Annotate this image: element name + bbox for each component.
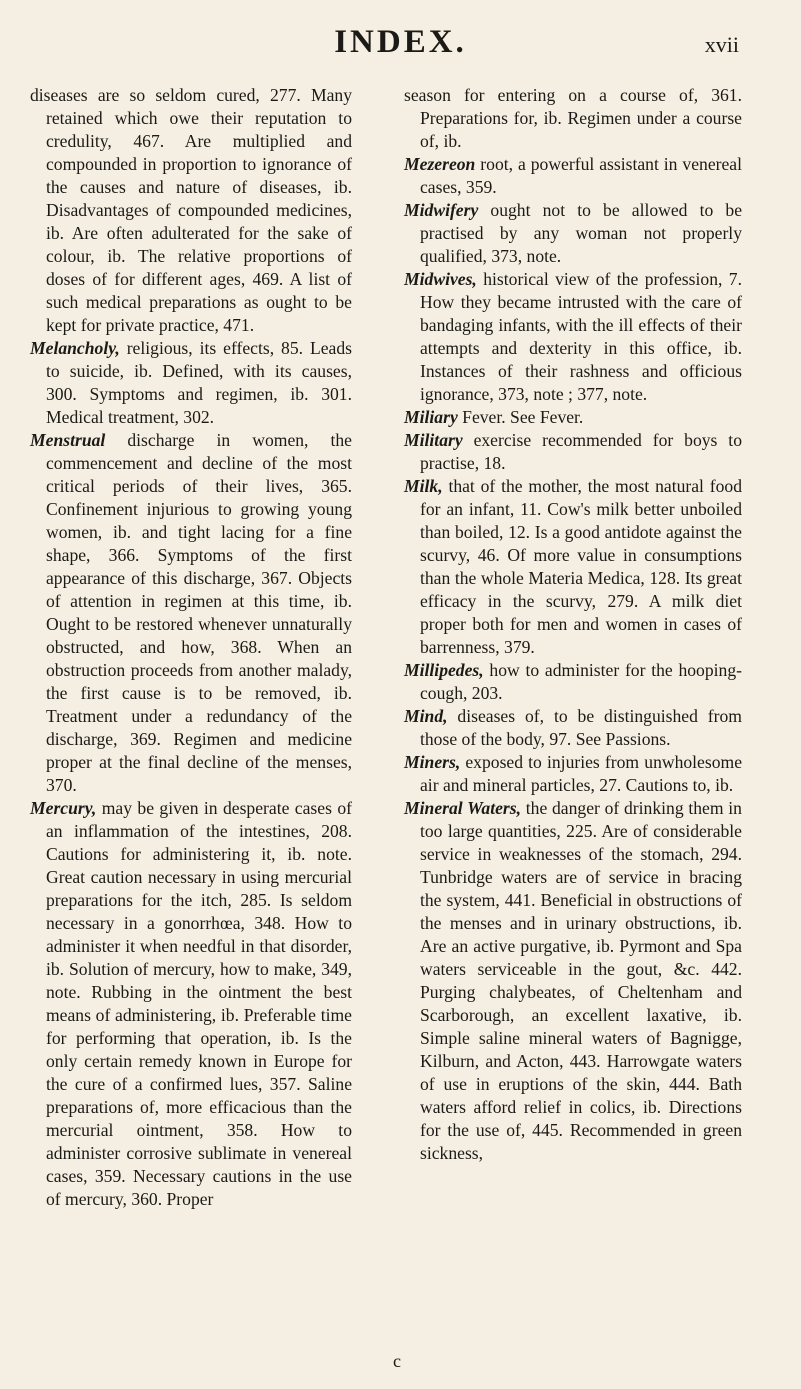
index-entry: Midwives, historical view of the profession, 7. How they became intrusted with the care of bandaging infants, with the ill effects of their attempts and dexterity in this office, ib. Instances of their rashness and officious ignorance, 373, note ; 377, note.: [404, 269, 742, 404]
index-entry: Mercury, may be given in desperate cases of an inflammation of the intestines, 208. Cautions for administering it, ib. note. Great caution necessary in using mercurial preparations for the itch, 285. Is seldom necessary in a gonorrhœa, 348. How to administer it when needful in that disorder, ib. Solution of mercury, how to make, 349, note. Rubbing in the ointment the best means of administering, ib. Preferable time for performing that operation, ib. Is the only certain remedy known in Europe for the cure of a confirmed lues, 357. Saline preparations of, more efficacious than the mercurial ointment, 358. How to administer corrosive sublimate in venereal cases, 359. Necessary cautions in the use of mercury, 360. Proper: [30, 798, 352, 1209]
entry-term: Mezereon: [404, 154, 476, 174]
index-entry: Mind, diseases of, to be distinguished from those of the body, 97. See Passions.: [404, 706, 742, 749]
entry-term: Mercury,: [30, 798, 97, 818]
entry-term: Menstrual: [30, 430, 106, 450]
index-entry: Mezereon root, a powerful assistant in venereal cases, 359.: [404, 154, 742, 197]
entry-term: Midwifery: [404, 200, 479, 220]
entry-term: Military: [404, 430, 463, 450]
index-entry: Menstrual discharge in women, the commencement and decline of the most critical periods of their lives, 365. Confinement injurious to growing young women, ib. and tight lacing for a fine shape, 366. Symptoms of the first appearance of this discharge, 367. Objects of attention in regimen at this time, ib. Ought to be restored whenever unnaturally obstructed, and how, 368. When an obstruction proceeds from another malady, the first cause is to be removed, ib. Treatment under a redundancy of the discharge, 369. Regimen and medicine proper at the final decline of the menses, 370.: [30, 430, 352, 795]
entry-term: Midwives,: [404, 269, 477, 289]
entry-term: Miliary: [404, 407, 458, 427]
entry-term: Millipedes,: [404, 660, 484, 680]
index-entry: diseases are so seldom cured, 277. Many retained which owe their reputation to credulity, 467. Are multiplied and compounded in proportion to ignorance of the causes and nature of diseases, ib. Disadvantages of compounded medicines, ib. Are often adulterated for the sake of colour, ib. The relative proportions of doses of for different ages, 469. A list of such medical preparations as ought to be kept for private practice, 471.: [30, 85, 352, 335]
entry-term: Milk,: [404, 476, 443, 496]
running-head: INDEX.: [334, 24, 467, 60]
entry-term: Mineral Waters,: [404, 798, 522, 818]
entry-term: Melancholy,: [30, 338, 120, 358]
page-header: [0, 22, 801, 72]
index-entry: Midwifery ought not to be allowed to be practised by any woman not properly qualified, 373, note.: [404, 200, 742, 266]
index-entry: Millipedes, how to administer for the hooping-cough, 203.: [404, 660, 742, 703]
left-column: [30, 84, 352, 1211]
index-entry: Mineral Waters, the danger of drinking them in too large quantities, 225. Are of considerable service in weaknesses of the stomach, 294. Tunbridge waters are of service in bracing the system, 441. Beneficial in obstructions of the menses and in urinary obstructions, ib. Are an active purgative, ib. Pyrmont and Spa waters serviceable in the gout, &c. 442. Purging chalybeates, of Cheltenham and Scarborough, an excellent laxative, ib. Simple saline mineral waters of Bagnigge, Kilburn, and Acton, 443. Harrowgate waters of use in eruptions of the skin, 444. Bath waters afford relief in colics, ib. Directions for the use of, 445. Recommended in green sickness,: [404, 798, 742, 1163]
index-entry: Miners, exposed to injuries from unwholesome air and mineral particles, 27. Cautions to, ib.: [404, 752, 742, 795]
index-entry: Military exercise recommended for boys to practise, 18.: [404, 430, 742, 473]
signature-mark: c: [393, 1351, 401, 1371]
index-entry: Melancholy, religious, its effects, 85. Leads to suicide, ib. Defined, with its causes, 300. Symptoms and regimen, ib. 301. Medical treatment, 302.: [30, 338, 352, 427]
index-entry: season for entering on a course of, 361. Preparations for, ib. Regimen under a course of, ib.: [404, 85, 742, 151]
page-number: xvii: [704, 32, 739, 57]
index-entry: Milk, that of the mother, the most natural food for an infant, 11. Cow's milk better unboiled than boiled, 12. Is a good antidote against the scurvy, 46. Of more value in consumptions than the whole Materia Medica, 128. Its great efficacy in the scurvy, 279. A milk diet proper both for men and women in cases of barrenness, 379.: [404, 476, 742, 657]
entry-term: Miners,: [404, 752, 461, 772]
entry-term: Mind,: [404, 706, 448, 726]
index-entry: Miliary Fever. See Fever.: [404, 407, 584, 427]
right-column: [404, 84, 742, 1165]
